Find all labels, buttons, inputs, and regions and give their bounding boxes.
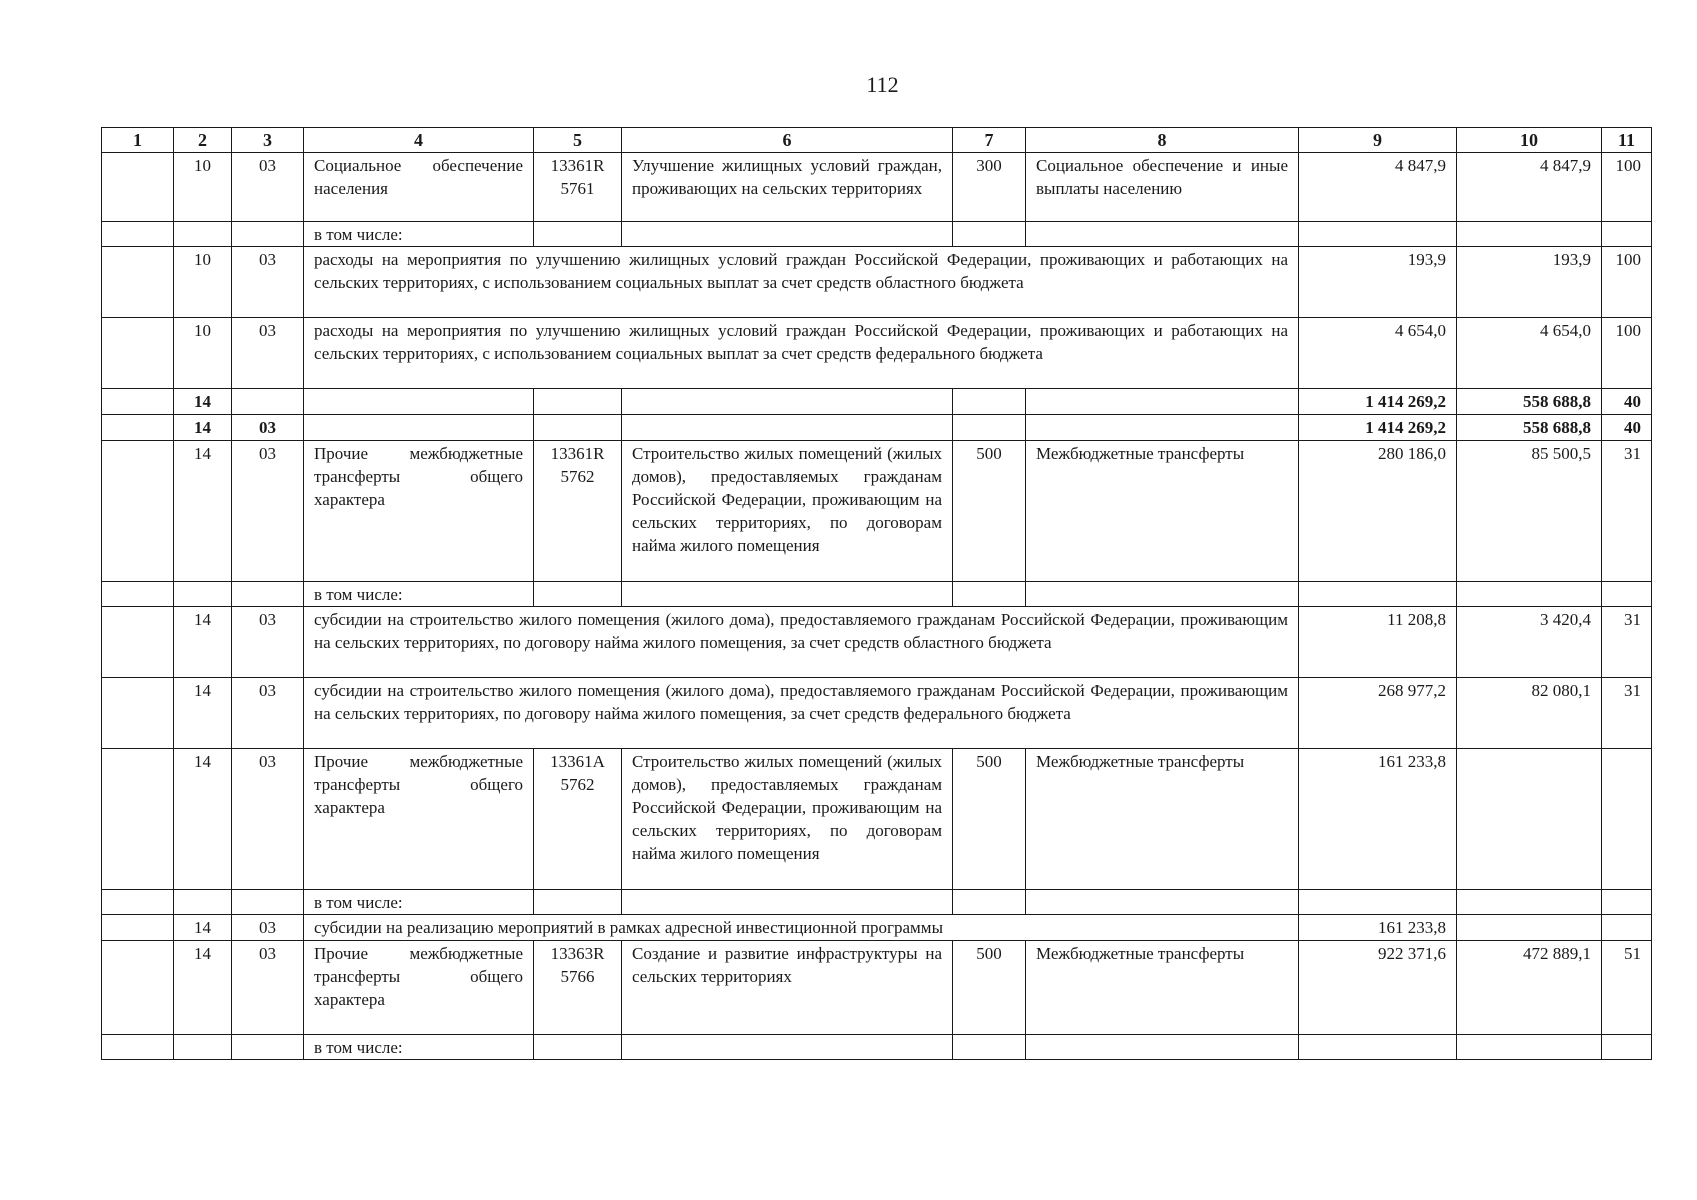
page-number: 112 xyxy=(866,72,899,97)
cell-subsection-name: Социальное обеспечение населения xyxy=(304,153,534,222)
cell-section: 14 xyxy=(174,389,232,415)
col-header-11: 11 xyxy=(1602,128,1652,153)
cell-plan: 161 233,8 xyxy=(1299,749,1457,890)
table-row xyxy=(102,222,1652,247)
cell-percent: 31 xyxy=(1602,441,1652,582)
table-row xyxy=(102,749,1652,890)
table-row xyxy=(102,890,1652,915)
cell-plan: 11 208,8 xyxy=(1299,607,1457,678)
cell-section: 14 xyxy=(174,441,232,582)
col-header-1: 1 xyxy=(102,128,174,153)
cell-description: расходы на мероприятия по улучшению жилищных условий граждан Российской Федерации, проживающих и работающих на сельских территориях, с использованием социальных выплат за счет средств областного бюджета xyxy=(304,247,1299,318)
cell-section: 10 xyxy=(174,153,232,222)
cell-section: 14 xyxy=(174,607,232,678)
cell-description: расходы на мероприятия по улучшению жилищных условий граждан Российской Федерации, проживающих и работающих на сельских территориях, с использованием социальных выплат за счет средств федерального бюджета xyxy=(304,318,1299,389)
cell-actual: 4 654,0 xyxy=(1457,318,1602,389)
cell-subsection: 03 xyxy=(232,749,304,890)
cell-section: 14 xyxy=(174,678,232,749)
cell-including-label: в том числе: xyxy=(304,890,534,915)
col-header-8: 8 xyxy=(1026,128,1299,153)
table-row xyxy=(102,941,1652,1035)
cell-expense-code: 500 xyxy=(953,749,1026,890)
cell-col1 xyxy=(102,153,174,222)
cell-including-label: в том числе: xyxy=(304,582,534,607)
table-row xyxy=(102,915,1652,941)
cell-percent: 40 xyxy=(1602,415,1652,441)
cell-subsection: 03 xyxy=(232,915,304,941)
cell-section: 14 xyxy=(174,915,232,941)
cell-target-name: Строительство жилых помещений (жилых домов), предоставляемых гражданам Российской Федерации, проживающим на сельских территориях, по договорам найма жилого помещения xyxy=(622,749,953,890)
cell-actual: 558 688,8 xyxy=(1457,415,1602,441)
cell-percent: 51 xyxy=(1602,941,1652,1035)
cell-plan: 268 977,2 xyxy=(1299,678,1457,749)
cell-plan: 4 654,0 xyxy=(1299,318,1457,389)
cell-percent: 31 xyxy=(1602,678,1652,749)
table-row-total xyxy=(102,389,1652,415)
cell-expense-code: 500 xyxy=(953,441,1026,582)
cell-expense-name: Межбюджетные трансферты xyxy=(1026,749,1299,890)
cell-plan: 922 371,6 xyxy=(1299,941,1457,1035)
cell-actual xyxy=(1457,749,1602,890)
cell-percent xyxy=(1602,915,1652,941)
cell-actual: 193,9 xyxy=(1457,247,1602,318)
cell-actual: 82 080,1 xyxy=(1457,678,1602,749)
cell-expense-name: Межбюджетные трансферты xyxy=(1026,441,1299,582)
cell-subsection: 03 xyxy=(232,607,304,678)
cell-plan: 1 414 269,2 xyxy=(1299,415,1457,441)
cell-section: 14 xyxy=(174,415,232,441)
cell-actual: 4 847,9 xyxy=(1457,153,1602,222)
col-header-7: 7 xyxy=(953,128,1026,153)
cell-description: субсидии на строительство жилого помещения (жилого дома), предоставляемого гражданам Российской Федерации, проживающим на сельских территориях, по договору найма жилого помещения, за счет средств областного бюджета xyxy=(304,607,1299,678)
cell-actual xyxy=(1457,915,1602,941)
cell-section: 10 xyxy=(174,318,232,389)
cell-plan: 161 233,8 xyxy=(1299,915,1457,941)
cell-percent: 100 xyxy=(1602,318,1652,389)
cell-subsection: 03 xyxy=(232,247,304,318)
cell-description: субсидии на реализацию мероприятий в рамках адресной инвестиционной программы xyxy=(304,915,1299,941)
col-header-5: 5 xyxy=(534,128,622,153)
col-header-4: 4 xyxy=(304,128,534,153)
cell-target-name: Улучшение жилищных условий граждан, проживающих на сельских территориях xyxy=(622,153,953,222)
col-header-9: 9 xyxy=(1299,128,1457,153)
cell-percent xyxy=(1602,749,1652,890)
col-header-10: 10 xyxy=(1457,128,1602,153)
cell-subsection: 03 xyxy=(232,941,304,1035)
cell-target-code: 13361R 5762 xyxy=(534,441,622,582)
table-row xyxy=(102,318,1652,389)
cell-percent: 100 xyxy=(1602,153,1652,222)
cell-subsection: 03 xyxy=(232,678,304,749)
cell-section: 14 xyxy=(174,941,232,1035)
cell-percent: 40 xyxy=(1602,389,1652,415)
table-row xyxy=(102,582,1652,607)
cell-expense-name: Межбюджетные трансферты xyxy=(1026,941,1299,1035)
cell-target-code: 13361A 5762 xyxy=(534,749,622,890)
cell-expense-name: Социальное обеспечение и иные выплаты населению xyxy=(1026,153,1299,222)
cell-subsection: 03 xyxy=(232,415,304,441)
table-row xyxy=(102,1035,1652,1060)
cell-section: 10 xyxy=(174,247,232,318)
header-row xyxy=(102,128,1652,153)
budget-table xyxy=(101,127,1652,1060)
table-row-total xyxy=(102,415,1652,441)
cell-expense-code: 300 xyxy=(953,153,1026,222)
cell-subsection: 03 xyxy=(232,318,304,389)
cell-subsection-name: Прочие межбюджетные трансферты общего характера xyxy=(304,941,534,1035)
cell-target-code: 13363R 5766 xyxy=(534,941,622,1035)
cell-actual: 85 500,5 xyxy=(1457,441,1602,582)
cell-percent: 31 xyxy=(1602,607,1652,678)
cell-target-code: 13361R 5761 xyxy=(534,153,622,222)
cell-plan: 193,9 xyxy=(1299,247,1457,318)
col-header-2: 2 xyxy=(174,128,232,153)
cell-subsection: 03 xyxy=(232,441,304,582)
cell-target-name: Строительство жилых помещений (жилых домов), предоставляемых гражданам Российской Федерации, проживающим на сельских территориях, по договорам найма жилого помещения xyxy=(622,441,953,582)
cell-subsection-name: Прочие межбюджетные трансферты общего характера xyxy=(304,749,534,890)
col-header-3: 3 xyxy=(232,128,304,153)
table-row xyxy=(102,247,1652,318)
cell-actual: 472 889,1 xyxy=(1457,941,1602,1035)
table-row xyxy=(102,153,1652,222)
cell-actual: 558 688,8 xyxy=(1457,389,1602,415)
col-header-6: 6 xyxy=(622,128,953,153)
cell-actual: 3 420,4 xyxy=(1457,607,1602,678)
cell-subsection: 03 xyxy=(232,153,304,222)
cell-section: 14 xyxy=(174,749,232,890)
table-row xyxy=(102,441,1652,582)
cell-subsection-name: Прочие межбюджетные трансферты общего характера xyxy=(304,441,534,582)
cell-plan: 4 847,9 xyxy=(1299,153,1457,222)
cell-description: субсидии на строительство жилого помещения (жилого дома), предоставляемого гражданам Российской Федерации, проживающим на сельских территориях, по договору найма жилого помещения, за счет средств федерального бюджета xyxy=(304,678,1299,749)
cell-plan: 280 186,0 xyxy=(1299,441,1457,582)
table-row xyxy=(102,678,1652,749)
cell-including-label: в том числе: xyxy=(304,222,534,247)
cell-plan: 1 414 269,2 xyxy=(1299,389,1457,415)
cell-target-name: Создание и развитие инфраструктуры на сельских территориях xyxy=(622,941,953,1035)
cell-including-label: в том числе: xyxy=(304,1035,534,1060)
table-row xyxy=(102,607,1652,678)
cell-percent: 100 xyxy=(1602,247,1652,318)
cell-expense-code: 500 xyxy=(953,941,1026,1035)
